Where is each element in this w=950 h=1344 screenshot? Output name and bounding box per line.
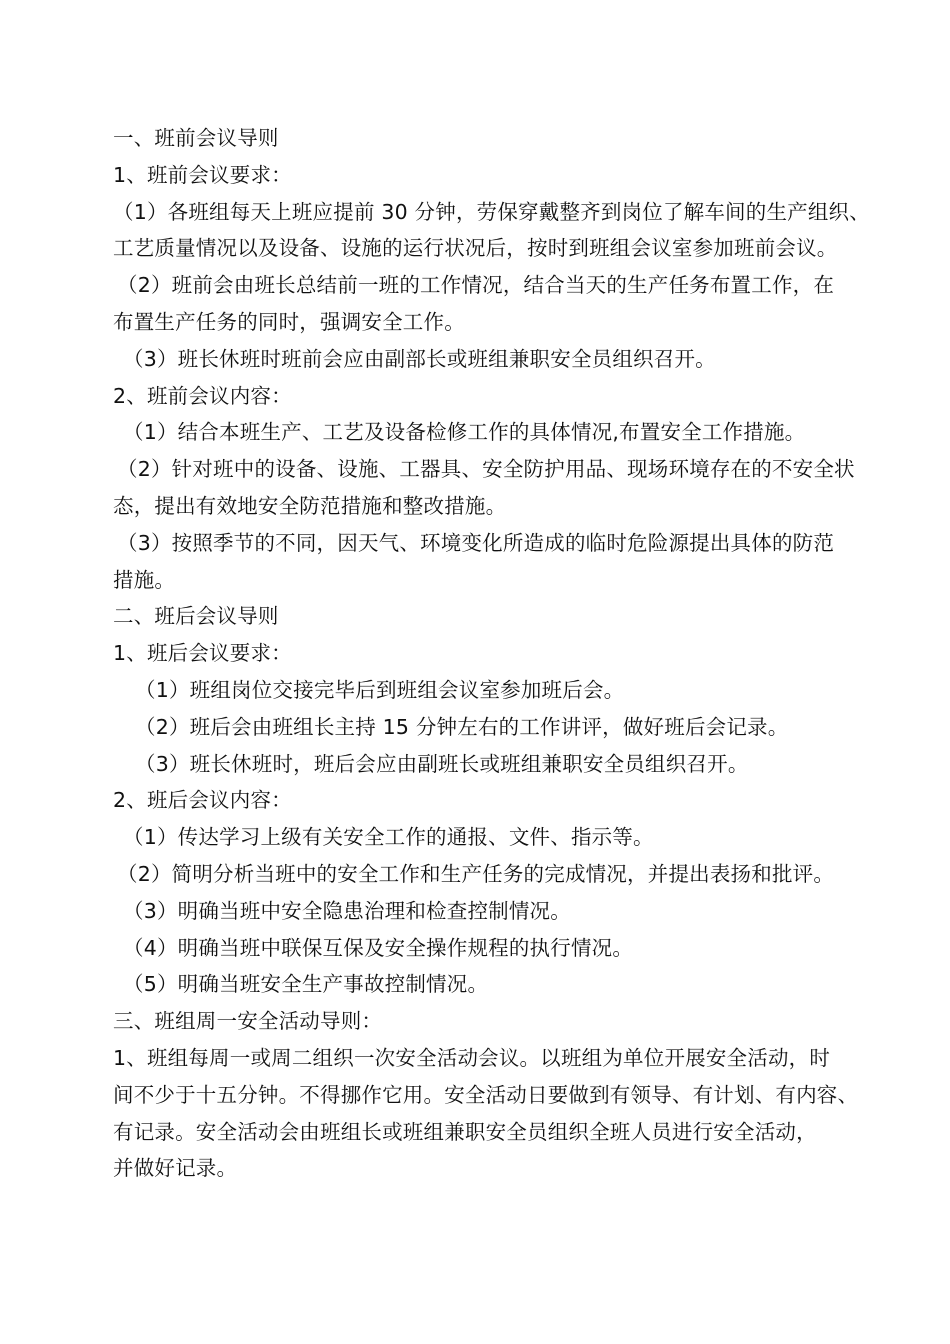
subheading-pre-shift-content: 2、班前会议内容：: [113, 383, 292, 408]
subheading-post-shift-requirements: 1、班后会议要求：: [113, 641, 292, 666]
paragraph-line: 1、班组每周一或周二组织一次安全活动会议。以班组为单位开展安全活动，时: [113, 1045, 831, 1070]
paragraph-line: 态，提出有效地安全防范措施和整改措施。: [113, 493, 507, 518]
paragraph-line: （1）各班组每天上班应提前 30 分钟，劳保穿戴整齐到岗位了解车间的生产组织、: [113, 199, 870, 224]
paragraph-line: 工艺质量情况以及设备、设施的运行状况后，按时到班组会议室参加班前会议。: [113, 236, 838, 261]
paragraph-line: （1）班组岗位交接完毕后到班组会议室参加班后会。: [135, 677, 625, 702]
paragraph-line: 措施。: [113, 567, 176, 592]
paragraph-line: 有记录。安全活动会由班组长或班组兼职安全员组织全班人员进行安全活动，: [113, 1119, 817, 1144]
document-body: [113, 120, 883, 1187]
section-heading-2: 二、班后会议导则: [113, 604, 279, 629]
paragraph-line: （3）班长休班时，班后会应由副班长或班组兼职安全员组织召开。: [135, 751, 749, 776]
paragraph-line: （2）班后会由班组长主持 15 分钟左右的工作讲评，做好班后会记录。: [135, 714, 789, 739]
paragraph-line: （3）明确当班中安全隐患治理和检查控制情况。: [123, 898, 571, 923]
paragraph-line: 布置生产任务的同时，强调安全工作。: [113, 309, 465, 334]
paragraph-line: （2）班前会由班长总结前一班的工作情况，结合当天的生产任务布置工作，在: [117, 273, 835, 298]
paragraph-line: （1）传达学习上级有关安全工作的通报、文件、指示等。: [123, 825, 654, 850]
paragraph-line: （1）结合本班生产、工艺及设备检修工作的具体情况,布置安全工作措施。: [123, 420, 806, 445]
subheading-pre-shift-requirements: 1、班前会议要求：: [113, 162, 292, 187]
paragraph-line: 间不少于十五分钟。不得挪作它用。安全活动日要做到有领导、有计划、有内容、: [113, 1082, 859, 1107]
paragraph-line: （2）针对班中的设备、设施、工器具、安全防护用品、现场环境存在的不安全状: [117, 457, 855, 482]
paragraph-line: （3）班长休班时班前会应由副部长或班组兼职安全员组织召开。: [123, 346, 716, 371]
paragraph-line: 并做好记录。: [113, 1156, 238, 1181]
section-heading-3: 三、班组周一安全活动导则：: [113, 1009, 383, 1034]
section-heading-1: 一、班前会议导则: [113, 126, 279, 150]
paragraph-line: （4）明确当班中联保互保及安全操作规程的执行情况。: [123, 935, 634, 960]
subheading-post-shift-content: 2、班后会议内容：: [113, 788, 292, 813]
paragraph-line: （5）明确当班安全生产事故控制情况。: [123, 972, 489, 997]
paragraph-line: （3）按照季节的不同，因天气、环境变化所造成的临时危险源提出具体的防范: [117, 530, 835, 555]
paragraph-line: （2）简明分析当班中的安全工作和生产任务的完成情况，并提出表扬和批评。: [117, 861, 835, 886]
